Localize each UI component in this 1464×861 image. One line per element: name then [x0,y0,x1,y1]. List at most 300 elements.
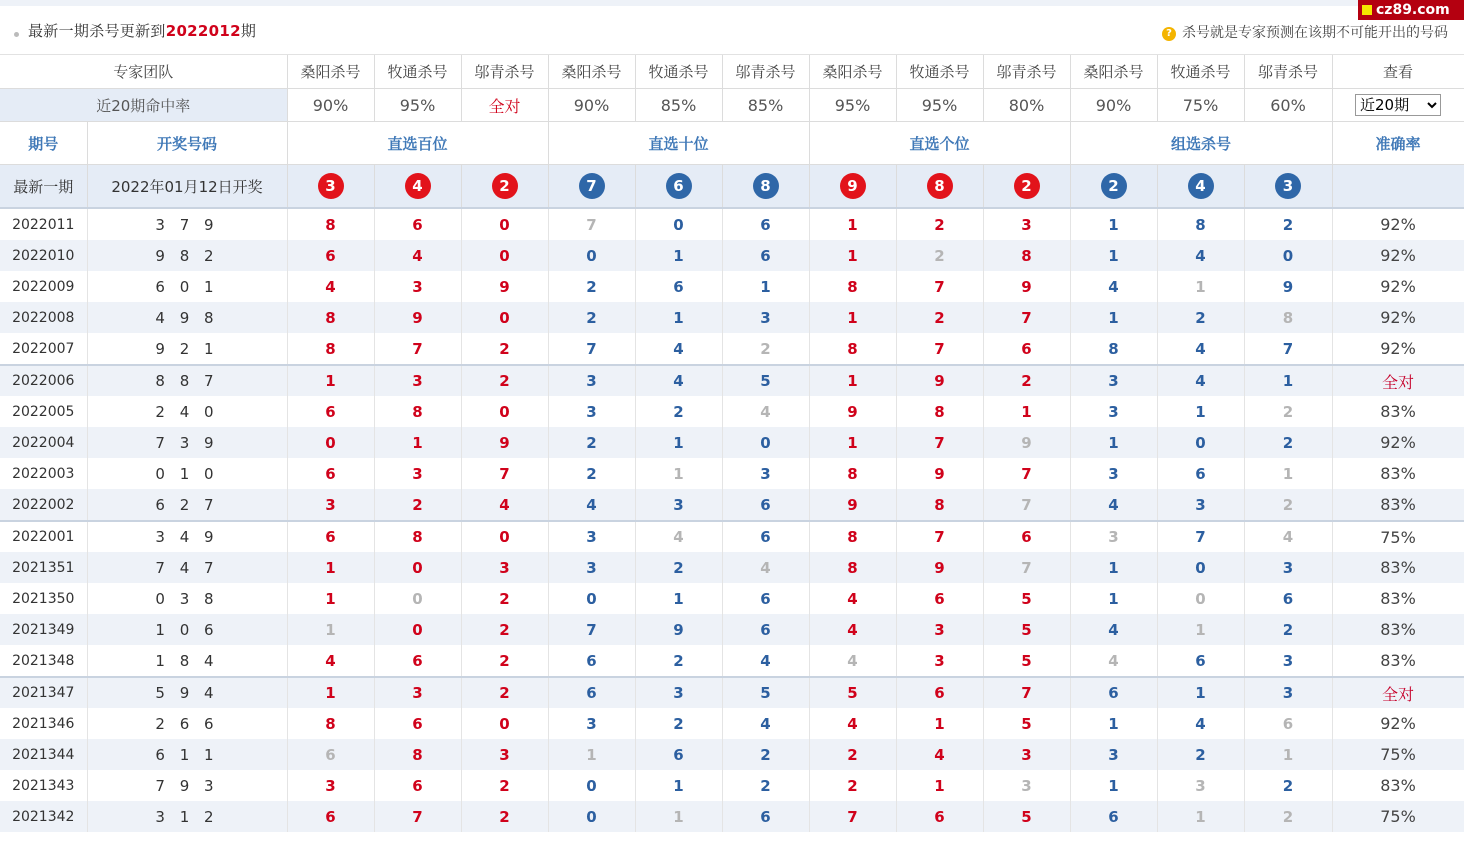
kill-number-cell: 8 [287,302,374,333]
experts-label: 专家团队 [0,55,287,89]
kill-number-cell: 9 [896,552,983,583]
kill-ball: 6 [666,173,692,199]
latest-kill-cell [635,165,722,209]
issue-cell: 2022002 [0,489,87,521]
kill-number-cell: 8 [1070,333,1157,365]
rate-row [0,89,1464,122]
issue-cell: 2021350 [0,583,87,614]
kill-number-cell: 1 [1157,396,1244,427]
kill-number-cell: 3 [548,396,635,427]
kill-number-cell: 9 [809,489,896,521]
kill-number-cell: 3 [1070,739,1157,770]
kill-ball: 4 [1188,173,1214,199]
kill-number-cell: 8 [1157,208,1244,240]
kill-number-cell: 4 [1244,521,1332,552]
kill-number-cell: 6 [287,521,374,552]
draw-numbers-cell: 3 4 9 [87,521,287,552]
kill-number-cell: 2 [548,271,635,302]
kill-number-cell: 5 [983,614,1070,645]
accuracy-cell: 75% [1332,739,1464,770]
kill-number-cell: 1 [809,240,896,271]
kill-number-cell: 9 [1244,271,1332,302]
kill-number-cell: 2 [1244,396,1332,427]
logo-text: cz89.com [1376,2,1450,18]
table-row [0,770,1464,801]
group-tens-header: 直选十位 [548,122,809,165]
kill-number-cell: 1 [635,427,722,458]
kill-number-cell: 7 [983,458,1070,489]
kill-number-cell: 1 [1070,583,1157,614]
kill-number-cell: 1 [983,396,1070,427]
kill-number-cell: 3 [1157,770,1244,801]
hit-rate: 95% [374,89,461,122]
kill-number-cell: 6 [722,240,809,271]
kill-number-cell: 8 [287,208,374,240]
draw-numbers-cell: 3 1 2 [87,801,287,832]
draw-numbers-cell: 6 2 7 [87,489,287,521]
hit-rate: 75% [1157,89,1244,122]
issue-cell: 2021344 [0,739,87,770]
kill-number-cell: 5 [983,645,1070,677]
issue-cell: 2022004 [0,427,87,458]
kill-number-cell: 2 [983,365,1070,396]
kill-number-cell: 1 [1244,739,1332,770]
kill-number-cell: 3 [1070,365,1157,396]
hit-rate: 全对 [461,89,548,122]
draw-numbers-cell: 1 0 6 [87,614,287,645]
kill-number-cell: 2 [374,489,461,521]
latest-label: 最新一期 [0,165,87,209]
kill-number-cell: 7 [548,614,635,645]
issue-cell: 2022009 [0,271,87,302]
accuracy-cell: 92% [1332,271,1464,302]
kill-number-cell: 3 [896,614,983,645]
kill-number-cell: 6 [722,583,809,614]
kill-number-cell: 1 [287,583,374,614]
accuracy-cell: 92% [1332,333,1464,365]
table-row [0,552,1464,583]
kill-number-cell: 9 [374,302,461,333]
draw-numbers-cell: 9 8 2 [87,240,287,271]
kill-number-cell: 2 [1244,208,1332,240]
kill-number-cell: 1 [1157,614,1244,645]
table-row [0,365,1464,396]
kill-number-cell: 2 [635,645,722,677]
kill-number-cell: 1 [287,552,374,583]
kill-number-cell: 1 [809,365,896,396]
kill-number-cell: 6 [896,583,983,614]
kill-number-cell: 5 [983,583,1070,614]
kill-number-cell: 6 [1157,458,1244,489]
kill-number-cell: 6 [287,396,374,427]
latest-kill-cell [287,165,374,209]
table-row [0,396,1464,427]
kill-number-cell: 3 [983,208,1070,240]
accuracy-cell: 92% [1332,240,1464,271]
kill-number-cell: 3 [1157,489,1244,521]
draw-numbers-cell: 0 3 8 [87,583,287,614]
kill-number-cell: 2 [809,770,896,801]
kill-number-cell: 4 [287,645,374,677]
kill-number-cell: 3 [722,302,809,333]
kill-ball: 8 [927,173,953,199]
hit-rate: 95% [896,89,983,122]
accuracy-cell: 83% [1332,614,1464,645]
kill-number-cell: 1 [1244,365,1332,396]
group-units-header: 直选个位 [809,122,1070,165]
kill-number-cell: 2 [461,365,548,396]
expert-name: 邬青杀号 [1244,55,1332,89]
kill-number-cell: 8 [809,271,896,302]
table-row [0,240,1464,271]
kill-number-cell: 0 [287,427,374,458]
hit-rate: 90% [548,89,635,122]
kill-number-cell: 3 [548,365,635,396]
kill-number-cell: 3 [1244,552,1332,583]
kill-number-cell: 6 [722,208,809,240]
kill-number-cell: 6 [1244,708,1332,739]
issue-cell: 2022010 [0,240,87,271]
issue-cell: 2022003 [0,458,87,489]
kill-number-cell: 7 [374,333,461,365]
page-title [28,20,256,41]
accuracy-column-header: 准确率 [1332,122,1464,165]
table-row [0,333,1464,365]
kill-number-cell: 4 [635,365,722,396]
table-row [0,302,1464,333]
kill-number-cell: 0 [461,708,548,739]
kill-number-cell: 1 [1070,240,1157,271]
kill-number-cell: 9 [896,458,983,489]
draw-numbers-cell: 6 1 1 [87,739,287,770]
expert-name: 牧通杀号 [896,55,983,89]
kill-number-cell: 6 [722,801,809,832]
draw-numbers-cell: 3 7 9 [87,208,287,240]
issue-cell: 2021343 [0,770,87,801]
kill-number-cell: 5 [722,677,809,708]
kill-number-cell: 0 [461,396,548,427]
accuracy-cell: 83% [1332,645,1464,677]
kill-number-cell: 2 [1244,770,1332,801]
accuracy-cell: 92% [1332,427,1464,458]
latest-issue: 2022012 [165,22,241,40]
kill-number-cell: 1 [1070,302,1157,333]
kill-number-cell: 5 [983,708,1070,739]
accuracy-cell: 92% [1332,302,1464,333]
kill-number-cell: 2 [548,427,635,458]
kill-number-cell: 2 [1244,489,1332,521]
kill-number-cell: 2 [1157,302,1244,333]
title-suffix: 期 [240,22,257,40]
kill-number-cell: 3 [461,739,548,770]
table-row [0,708,1464,739]
kill-number-cell: 4 [809,708,896,739]
expert-name: 牧通杀号 [1157,55,1244,89]
kill-number-cell: 1 [287,365,374,396]
kill-number-cell: 2 [461,645,548,677]
kill-number-cell: 9 [461,271,548,302]
kill-number-cell: 7 [374,801,461,832]
latest-kill-cell [548,165,635,209]
accuracy-cell: 83% [1332,489,1464,521]
hit-rate: 60% [1244,89,1332,122]
kill-number-cell: 1 [287,677,374,708]
kill-number-cell: 1 [1070,208,1157,240]
kill-number-cell: 2 [635,396,722,427]
kill-number-cell: 6 [548,677,635,708]
kill-number-cell: 6 [374,645,461,677]
kill-number-cell: 5 [722,365,809,396]
expert-name: 桑阳杀号 [287,55,374,89]
kill-number-cell: 8 [809,333,896,365]
issue-cell: 2021348 [0,645,87,677]
kill-number-cell: 4 [722,396,809,427]
kill-number-cell: 3 [896,645,983,677]
kill-number-cell: 1 [1157,801,1244,832]
kill-number-cell: 1 [635,240,722,271]
kill-number-cell: 1 [1070,708,1157,739]
hit-rate: 80% [983,89,1070,122]
hit-rate: 85% [722,89,809,122]
kill-number-cell: 7 [896,271,983,302]
kill-ball: 9 [840,173,866,199]
kill-ball: 3 [318,173,344,199]
expert-name: 桑阳杀号 [809,55,896,89]
table-row [0,208,1464,240]
logo-square-icon [1362,5,1372,15]
expert-name: 牧通杀号 [374,55,461,89]
kill-number-cell: 8 [374,739,461,770]
kill-number-cell: 4 [896,739,983,770]
kill-number-cell: 2 [635,552,722,583]
kill-number-cell: 6 [896,677,983,708]
kill-number-cell: 2 [635,708,722,739]
kill-number-cell: 1 [809,302,896,333]
kill-number-cell: 0 [548,801,635,832]
kill-number-cell: 8 [1244,302,1332,333]
kill-number-cell: 0 [722,427,809,458]
accuracy-cell: 92% [1332,708,1464,739]
kill-number-cell: 3 [722,458,809,489]
latest-kill-cell [809,165,896,209]
kill-number-cell: 5 [983,801,1070,832]
kill-number-cell: 4 [1070,614,1157,645]
kill-number-cell: 1 [896,770,983,801]
kill-number-cell: 3 [548,521,635,552]
kill-number-cell: 1 [635,302,722,333]
kill-number-cell: 4 [374,240,461,271]
table-row [0,614,1464,645]
kill-number-cell: 2 [461,770,548,801]
draw-numbers-cell: 5 9 4 [87,677,287,708]
question-icon: ? [1162,27,1176,41]
latest-kill-cell [896,165,983,209]
table-row [0,489,1464,521]
kill-number-cell: 4 [1070,271,1157,302]
kill-number-cell: 0 [461,240,548,271]
kill-number-cell: 2 [896,302,983,333]
kill-number-cell: 1 [548,739,635,770]
kill-number-cell: 0 [548,770,635,801]
issue-cell: 2021342 [0,801,87,832]
issue-cell: 2022007 [0,333,87,365]
table-row [0,271,1464,302]
accuracy-cell: 83% [1332,458,1464,489]
kill-number-cell: 2 [722,739,809,770]
kill-number-cell: 9 [983,271,1070,302]
table-row [0,458,1464,489]
kill-number-cell: 6 [287,739,374,770]
kill-number-cell: 1 [1244,458,1332,489]
kill-number-cell: 4 [809,583,896,614]
kill-number-cell: 7 [896,427,983,458]
kill-number-cell: 2 [809,739,896,770]
kill-number-cell: 6 [374,770,461,801]
kill-number-cell: 4 [722,645,809,677]
hit-rate: 90% [287,89,374,122]
table-row [0,583,1464,614]
kill-ball: 8 [753,173,779,199]
kill-number-cell: 8 [896,489,983,521]
kill-ball: 2 [1014,173,1040,199]
kill-number-cell: 7 [896,333,983,365]
issue-cell: 2022008 [0,302,87,333]
kill-number-cell: 7 [983,489,1070,521]
draw-numbers-cell: 0 1 0 [87,458,287,489]
accuracy-cell: 75% [1332,801,1464,832]
kill-number-cell: 2 [461,614,548,645]
note-text: 杀号就是专家预测在该期不可能开出的号码 [1182,25,1448,41]
hit-rate: 85% [635,89,722,122]
kill-number-cell: 0 [374,614,461,645]
table-row [0,801,1464,832]
kill-number-cell: 2 [461,801,548,832]
kill-number-cell: 3 [374,677,461,708]
kill-number-cell: 3 [983,739,1070,770]
draw-numbers-cell: 9 2 1 [87,333,287,365]
kill-ball: 7 [579,173,605,199]
kill-ball: 3 [1275,173,1301,199]
kill-number-cell: 1 [1070,770,1157,801]
kill-number-cell: 4 [461,489,548,521]
issue-cell: 2021347 [0,677,87,708]
issue-cell: 2022005 [0,396,87,427]
kill-number-table [0,55,1464,832]
kill-number-cell: 7 [461,458,548,489]
kill-number-cell: 6 [1070,801,1157,832]
experts-row [0,55,1464,89]
kill-number-cell: 3 [983,770,1070,801]
kill-number-cell: 3 [1070,458,1157,489]
kill-number-cell: 0 [1157,427,1244,458]
kill-number-cell: 0 [1244,240,1332,271]
draw-numbers-cell: 2 4 0 [87,396,287,427]
kill-number-cell: 0 [1157,552,1244,583]
kill-ball: 2 [492,173,518,199]
kill-number-cell: 1 [1070,427,1157,458]
kill-number-cell: 4 [287,271,374,302]
table-row [0,739,1464,770]
table-row [0,677,1464,708]
kill-number-cell: 9 [983,427,1070,458]
accuracy-cell: 83% [1332,583,1464,614]
latest-kill-cell [374,165,461,209]
kill-number-cell: 4 [722,708,809,739]
table-row [0,645,1464,677]
kill-number-cell: 1 [287,614,374,645]
table-row [0,427,1464,458]
kill-number-cell: 3 [461,552,548,583]
accuracy-cell: 83% [1332,396,1464,427]
site-logo[interactable] [1358,0,1464,20]
kill-number-cell: 2 [722,770,809,801]
period-select[interactable] [1355,94,1441,116]
kill-number-cell: 2 [1244,801,1332,832]
bullet-icon [14,32,19,37]
draw-numbers-cell: 2 6 6 [87,708,287,739]
kill-number-cell: 8 [287,333,374,365]
kill-number-cell: 2 [461,333,548,365]
kill-number-cell: 6 [722,521,809,552]
kill-number-cell: 4 [722,552,809,583]
kill-number-cell: 8 [287,708,374,739]
kill-number-cell: 3 [287,489,374,521]
kill-number-cell: 2 [1244,427,1332,458]
kill-note [1162,22,1448,42]
kill-number-cell: 7 [896,521,983,552]
accuracy-cell: 75% [1332,521,1464,552]
kill-number-cell: 6 [983,333,1070,365]
kill-number-cell: 1 [809,208,896,240]
kill-number-cell: 8 [374,521,461,552]
latest-kill-cell [1070,165,1157,209]
kill-number-cell: 6 [287,458,374,489]
kill-number-cell: 7 [548,333,635,365]
kill-number-cell: 6 [287,240,374,271]
accuracy-cell: 83% [1332,770,1464,801]
kill-number-cell: 7 [983,677,1070,708]
table-row [0,521,1464,552]
kill-number-cell: 2 [896,240,983,271]
rate-label: 近20期命中率 [0,89,287,122]
kill-number-cell: 5 [809,677,896,708]
kill-number-cell: 3 [1070,396,1157,427]
kill-number-cell: 3 [287,770,374,801]
kill-number-cell: 3 [635,489,722,521]
kill-number-cell: 0 [548,583,635,614]
kill-number-cell: 2 [1157,739,1244,770]
kill-number-cell: 9 [896,365,983,396]
kill-number-cell: 6 [722,614,809,645]
page-header [0,6,1464,55]
draw-numbers-cell: 8 8 7 [87,365,287,396]
kill-number-cell: 1 [809,427,896,458]
kill-number-cell: 1 [1070,552,1157,583]
kill-number-cell: 7 [983,552,1070,583]
kill-number-cell: 1 [635,770,722,801]
kill-number-cell: 6 [983,521,1070,552]
kill-number-cell: 3 [374,458,461,489]
latest-date: 2022年01月12日开奖 [87,165,287,209]
draw-numbers-cell: 4 9 8 [87,302,287,333]
kill-number-cell: 4 [1157,333,1244,365]
kill-ball: 2 [1101,173,1127,199]
kill-number-cell: 7 [1157,521,1244,552]
kill-number-cell: 7 [548,208,635,240]
kill-number-cell: 4 [635,521,722,552]
kill-number-cell: 2 [461,583,548,614]
kill-number-cell: 3 [374,271,461,302]
